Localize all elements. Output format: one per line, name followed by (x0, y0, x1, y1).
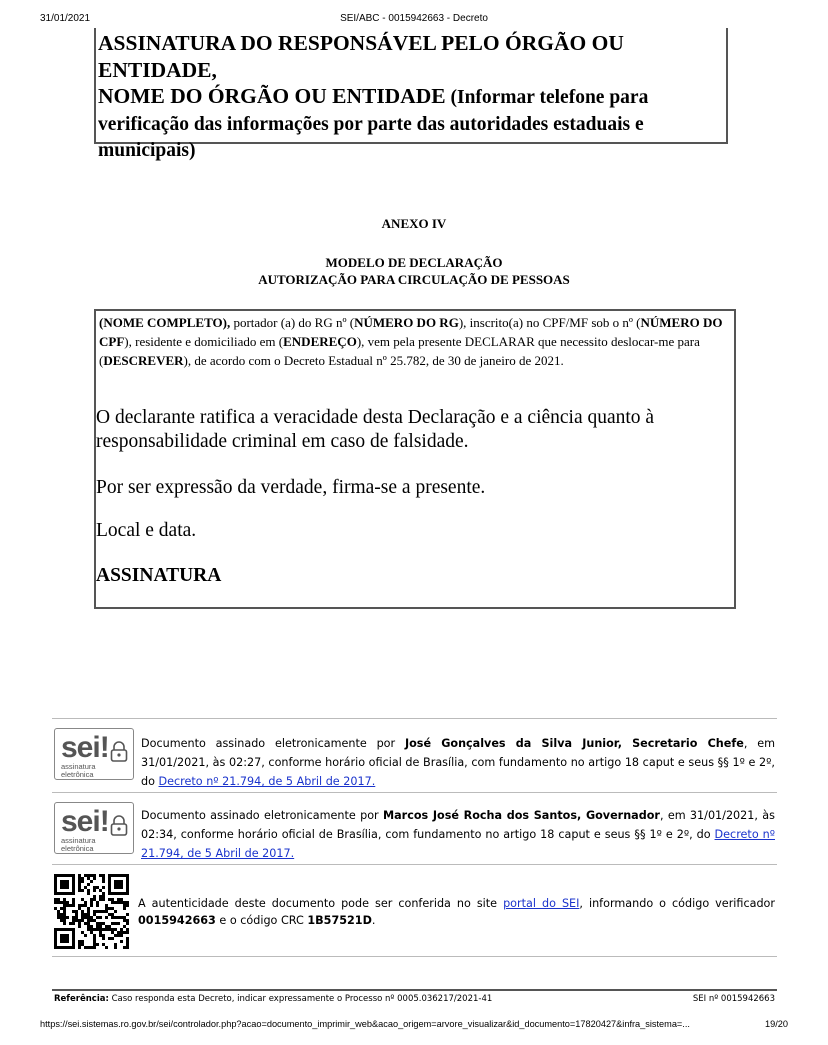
declaration-paragraph-2: O declarante ratifica a veracidade desta Declaração e a ciência quanto à responsabilidade criminal em caso de falsidade. (96, 407, 655, 452)
verification-code: 0015942663 (138, 914, 216, 927)
signer-name: Marcos José Rocha dos Santos (383, 809, 578, 822)
signature-box-line3: verificação das informações por parte das autoridades estaduais e (98, 113, 644, 135)
sei-logo-text: sei! (61, 805, 109, 838)
declaration-text: ), inscrito(a) no CPF/MF sob o nº ( (458, 315, 641, 330)
print-url: https://sei.sistemas.ro.gov.br/sei/controlador.php?acao=documento_imprimir_web&acao_origem=arvore_visualizar&id_documento=17820427&infra_sistema=... (40, 1019, 690, 1029)
placeholder-field: NÚMERO DO CPF (99, 315, 723, 349)
placeholder-field: ENDEREÇO (283, 334, 357, 349)
divider (52, 864, 777, 865)
print-header-title: SEI/ABC - 0015942663 - Decreto (340, 13, 488, 24)
model-title (0, 254, 828, 288)
declaration-text: ), vem pela presente DECLARAR que necessito deslocar-me para ( (99, 334, 700, 368)
sei-electronic-signature-logo (54, 802, 134, 854)
crc-code: 1B57521D (307, 914, 372, 927)
signature-box-line2-main: NOME DO ÓRGÃO OU ENTIDADE (98, 84, 446, 108)
sei-electronic-signature-logo (54, 728, 134, 780)
footer-rule (52, 989, 777, 991)
signer-role: Secretario Chefe (632, 737, 744, 750)
placeholder-field: NÚMERO DO RG (354, 315, 459, 330)
signer-role: Governador (585, 809, 660, 822)
divider (52, 792, 777, 793)
page-number: 19/20 (765, 1019, 788, 1029)
signature-box-line2 (98, 83, 726, 112)
declaration-paragraph-3: Por ser expressão da verdade, firma-se a presente. (96, 477, 486, 498)
decree-link[interactable]: Decreto nº 21.794, de 5 Abril de 2017. (141, 828, 775, 860)
declaration-place-date: Local e data. (96, 520, 197, 541)
divider (52, 718, 777, 719)
divider (52, 956, 777, 957)
model-heading: MODELO DE DECLARAÇÃO (325, 255, 503, 270)
declaration-text: portador (a) do RG nº ( (230, 315, 355, 330)
signature-statement-2: Documento assinado eletronicamente por Marcos José Rocha dos Santos, Governador, em 31/01/2021, às 02:34, conforme horário oficial de Brasília, com fundamento no artigo 18 caput e seus §§ 1º e 2º, do Decreto nº 21.794, de 5 Abril de 2017. (141, 809, 775, 860)
signature-box-line4: municipais) (98, 140, 196, 161)
print-date: 31/01/2021 (40, 13, 91, 24)
sei-portal-link[interactable]: portal do SEI (503, 897, 580, 910)
placeholder-field: DESCREVER (103, 353, 184, 368)
authenticity-statement: A autenticidade deste documento pode ser conferida no site portal do SEI, informando o código verificador 0015942663 e o código CRC 1B57521D. (138, 897, 775, 927)
sei-logo-subtext: assinatura eletrônica (61, 762, 96, 779)
signer-name: José Gonçalves da Silva Junior (404, 737, 618, 750)
signature-statement-1: Documento assinado eletronicamente por José Gonçalves da Silva Junior, Secretario Chefe, em 31/01/2021, às 02:27, conforme horário oficial de Brasília, com fundamento no artigo 18 caput e seus §§ 1º e 2º, do Decreto nº 21.794, de 5 Abril de 2017. (141, 737, 775, 788)
declaration-paragraph-1 (99, 313, 727, 370)
sei-number: SEI nº 0015942663 (692, 994, 775, 1004)
declaration-text: ), de acordo com o Decreto Estadual nº 25.782, de 30 de janeiro de 2021. (183, 353, 564, 368)
declaration-box (94, 309, 736, 609)
annex-title: ANEXO IV (381, 216, 447, 231)
placeholder-field: (NOME COMPLETO), (99, 315, 231, 330)
signature-box-line1: ASSINATURA DO RESPONSÁVEL PELO ÓRGÃO OU ENTIDADE, (98, 31, 624, 82)
decree-link[interactable]: Decreto nº 21.794, de 5 Abril de 2017. (158, 775, 376, 788)
lock-icon (110, 815, 128, 837)
signature-box-line2-note: (Informar telefone para (445, 87, 649, 108)
qr-code-icon (54, 874, 132, 950)
model-subtitle: AUTORIZAÇÃO PARA CIRCULAÇÃO DE PESSOAS (258, 272, 570, 287)
declaration-signature: ASSINATURA (96, 565, 222, 586)
responsible-signature-box (94, 28, 728, 161)
sei-logo-text: sei! (61, 731, 109, 764)
lock-icon (110, 741, 128, 763)
declaration-text: ), residente e domiciliado em ( (124, 334, 284, 349)
process-reference: Referência: Caso responda esta Decreto, indicar expressamente o Processo nº 0005.036217/2021-41 (54, 994, 493, 1004)
sei-logo-subtext: assinatura eletrônica (61, 836, 96, 853)
